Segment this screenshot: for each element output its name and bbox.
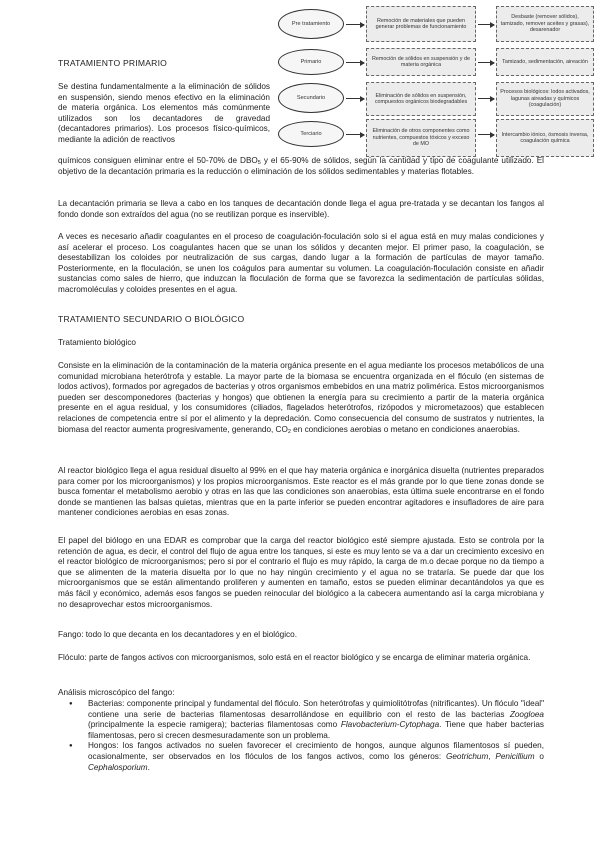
stage-process-box (366, 82, 476, 116)
definition-floculo: Flóculo: parte de fangos activos con microorganismos, solo está en el reactor biológico y se encarga de eliminar materia orgánica. (58, 653, 531, 662)
paragraph-primario-intro: Se destina fundamentalmente a la eliminación de sólidos en suspensión, siendo menos efectivo en la eliminación de materia orgánica. Los elementos más comúnmente utilizados son los decantadores de gravedad (decantadores primarios). Los procesos físico-químicos, mediante la adición de reactivos (58, 82, 270, 144)
list-item (58, 699, 544, 741)
italic-text: Geotrichum (445, 751, 489, 761)
stage-oval-primario (278, 49, 344, 75)
italic-text: Flavobacterium-Cytophaga (340, 720, 440, 730)
italic-text: Cephalosporium (88, 762, 148, 772)
treatment-stages-diagram (276, 3, 596, 163)
subheading-analisis-microscopico: Análisis microscópico del fango: (58, 688, 175, 697)
definition-fango: Fango: todo lo que decanta en los decantadores y en el biológico. (58, 630, 297, 639)
arrow-icon (346, 134, 364, 135)
subscript: 5 (257, 160, 261, 166)
heading-tratamiento-secundario: TRATAMIENTO SECUNDARIO O BIOLÓGICO (58, 314, 245, 324)
arrow-icon (346, 62, 364, 63)
paragraph-reactor: Al reactor biológico llega el agua residual disuelto al 99% en el que hay materia orgánica e inorgánica disuelta (nutrientes preparados para comer por los microorganismos) y los propios microorganismos. Este reactor es el más grande por lo que tiene zonas donde se busca fomentar el metabolismo aerobio y otras en las que las condiciones son anaerobias, esta última suele encontrarse en el fondo donde se mantienen las balsas quietas, mientras que en la parte inferior se pueden encontrar agitadores e insufladores de aire para mantener condiciones aerobias en esas zonas. (58, 466, 544, 518)
stage-oval-secundario (278, 83, 344, 113)
stage-process-text: Eliminación de otros componentes como nutrientes, compuestos tóxicos y exceso de MO (372, 128, 470, 148)
stage-result-box (496, 48, 594, 76)
text-span: químicos consiguen eliminar entre el 50-70% de DBO (58, 156, 258, 165)
stage-process-box (366, 119, 476, 157)
text-span: y el 65-90% de sólidos, según la cantidad y tipo de coagulante utilizado. El objetivo de la decantación primaria es la reducción o eliminación de los sólidos sedimentables y materias flotables. (58, 156, 544, 176)
arrow-icon (478, 24, 494, 25)
stage-result-text: Tamizado, sedimentación, aireación (502, 58, 588, 65)
paragraph-biologo: El papel del biólogo en una EDAR es comprobar que la carga del reactor biológico esté siempre ajustada. Esto se controla por la retención de agua, es decir, el control del flujo de agua entre los tanques, si este es muy lento se va a dar un crecimiento excesivo en el reactor biológico de microorganismos; pero si por el contrario el flujo es muy rápido, la carga de m.o decae porque no da tiempo a que se alimenten de la materia disuelta por lo que no hay ningún crecimiento y el agua no se trataría. Se puede dar que los microorganismos que se están alimentando proliferen y aumenten en tamaño, estos se pueden eliminar decantándolos ya que es más fácil y económico, además esos fangos se pueden reinocular del biológico a la cabecera aumentando así la carga microbiana y no desaprovechar estos microorganismos. (58, 536, 544, 609)
text-span: Consiste en la eliminación de la contaminación de la materia orgánica presente en el agua mediante los procesos metabólicos de una comunidad microbiana heterótrofa y estable. La mayor parte de la biomasa se encuentra organizada en el flóculo (en sistemas de lodos activos), formados por agregados de bacterias y otros organismos embebidos en una matriz polimérica. Estos microorganismos pueden ser descomponedores (bacterias y hongos) que obtienen la energía para su crecimiento a partir de la materia orgánica presente en el agua residual, y los consumidores (ciliados, flagelados heterótrofos, rizópodos y micrometazoos) que establecen relaciones de competencia entre sí por el alimento y la depredación. Como consecuencia del consumo de sustratos y nutrientes, la biomasa del reactor aumenta progresivamente, generando, CO (58, 361, 544, 434)
arrow-icon (346, 98, 364, 99)
italic-text: Zoogloea (509, 709, 544, 719)
arrow-icon (478, 98, 494, 99)
stage-label: Terciario (300, 130, 322, 137)
arrow-icon (346, 24, 364, 25)
subscript: 2 (287, 428, 291, 435)
stage-result-text: Desbaste (remover sólidos), tamizado, remover aceites y grasas), desarenador (500, 14, 590, 34)
analysis-bullet-list (58, 699, 544, 773)
stage-result-text: Procesos biológicos: lodos activados, lagunas aireadas y químicos (coagulación) (500, 89, 590, 109)
italic-text: Penicillium (495, 751, 535, 761)
text-span: en condiciones aerobias o metano en condiciones anaerobias. (290, 424, 520, 434)
arrow-icon (478, 134, 494, 135)
list-item (58, 741, 544, 773)
text-span: Hongos: los fangos activados no suelen favorecer el crecimiento de hongos, aunque algunos filamentosos sí pueden, ocasionalmente, ser observados en los flóculos de los fangos activos, como los géneros: (88, 741, 544, 761)
text-span: Bacterias: componente principal y fundamental del flóculo. Son heterótrofas y quimiolitótrofas (nitrificantes). Un flóculo "ideal" contiene una serie de bacterias filamentosas desarrollándose en equilibrio con el resto de las bacterias (88, 699, 544, 719)
stage-result-box (496, 119, 594, 157)
stage-process-text: Remoción de materiales que pueden generar problemas de funcionamiento (375, 17, 467, 30)
stage-label: Secundario (296, 94, 326, 101)
stage-result-text: Intercambio iónico, ósmosis inversa, coagulación química (501, 131, 589, 144)
paragraph-biologico (58, 361, 544, 435)
stage-process-box (366, 6, 476, 42)
stage-label: Primario (300, 58, 322, 65)
arrow-icon (478, 62, 494, 63)
stage-result-box (496, 82, 594, 116)
subheading-tratamiento-biologico: Tratamiento biológico (58, 338, 136, 347)
text-span: o (534, 751, 544, 761)
paragraph-primario-cont (58, 156, 544, 177)
stage-label: Pre tratamiento (291, 20, 331, 27)
stage-oval-terciario (278, 121, 344, 147)
stage-oval-pretratamiento (278, 9, 344, 39)
stage-process-box (366, 48, 476, 76)
paragraph-coagulacion: A veces es necesario añadir coagulantes en el proceso de coagulación-foculación solo si el agua está en muy malas condiciones y así acelerar el proceso. Los coagulantes hacen que se unan los sólidos y decanten mejor. El primer paso, la coagulación, se desestabilizan los coloides por neutralización de sus cargas, dando lugar a la formación de partículas de mayor tamaño. Posteriormente, en la floculación, se unen los coágulos para aumentar su volumen. La coagulación-floculación consiste en añadir sustancias como sales de hierro, que induzcan la floculación de forma que se favorezca la sedimentación de partículas sólidas, macromoléculas y coloides presentes en el agua. (58, 232, 544, 294)
heading-tratamiento-primario: TRATAMIENTO PRIMARIO (58, 58, 168, 68)
paragraph-decantacion: La decantación primaria se lleva a cabo en los tanques de decantación donde llega el agua pre-tratada y se decantan los fangos al fondo donde son extraídos del agua (no se reutilizan porque es inservible). (58, 199, 544, 219)
text-span: (principalmente la especie ramigera); bacterias filamentosas como (88, 720, 341, 730)
stage-process-text: Remoción de sólidos en suspensión y de materia orgánica (372, 55, 470, 68)
stage-result-box (496, 6, 594, 42)
text-span: . Tiene que haber bacterias filamentosas, pero si crecen desmesuradamente son un problema. (88, 720, 544, 740)
stage-process-text: Eliminación de sólidos en suspensión, compuestos orgánicos biodegradables (374, 92, 468, 105)
text-span: . (147, 762, 150, 772)
text-span: , (488, 751, 496, 761)
